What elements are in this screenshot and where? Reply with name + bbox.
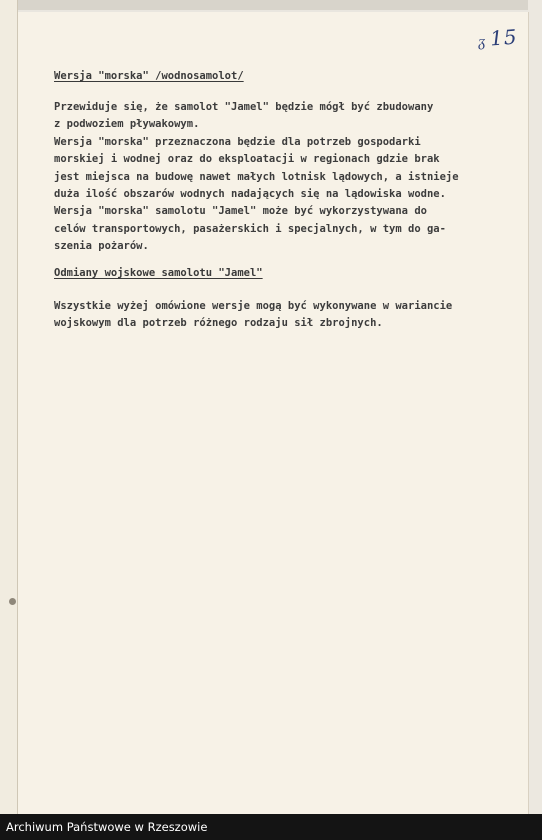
text-line: Wersja "morska" przeznaczona będzie dla potrzeb gospodarki xyxy=(54,135,421,148)
text-line: duża ilość obszarów wodnych nadających się na lądowiska wodne. xyxy=(54,188,446,201)
section-heading-military-variants: Odmiany wojskowe samolotu "Jamel" xyxy=(54,267,263,279)
binding-strip xyxy=(0,0,18,814)
handwritten-page-number xyxy=(477,25,518,52)
archive-footer-bar xyxy=(0,814,542,840)
page-number-prefix: ᵹ xyxy=(477,31,487,51)
text-line: celów transportowych, pasażerskich i specjalnych, w tym do ga- xyxy=(54,222,446,235)
scan-top-edge xyxy=(0,0,542,10)
text-line: Wersja "morska" samolotu "Jamel" może być wykorzystywana do xyxy=(54,205,427,218)
text-line: wojskowym dla potrzeb różnego rodzaju sił zbrojnych. xyxy=(54,317,383,330)
paragraph-military-variants xyxy=(54,298,504,333)
text-line: szenia pożarów. xyxy=(54,240,149,253)
text-line: morskiej i wodnej oraz do eksploatacji w regionach gdzie brak xyxy=(54,153,440,166)
text-line: jest miejsca na budowę nawet małych lotnisk lądowych, a istnieje xyxy=(54,170,459,183)
text-line: Wszystkie wyżej omówione wersje mogą być wykonywane w wariancie xyxy=(54,300,453,312)
section-heading-sea-version: Wersja "morska" /wodnosamolot/ xyxy=(54,70,244,82)
scan-right-margin xyxy=(528,0,542,814)
page-number-value: 15 xyxy=(489,24,519,51)
binding-hole xyxy=(9,598,16,605)
archive-name: Archiwum Państwowe w Rzeszowie xyxy=(6,820,208,834)
text-line: Przewiduje się, że samolot "Jamel" będzie mógł być zbudowany xyxy=(54,101,434,113)
text-line: z podwoziem pływakowym. xyxy=(54,118,200,131)
paragraph-sea-version xyxy=(54,99,504,256)
